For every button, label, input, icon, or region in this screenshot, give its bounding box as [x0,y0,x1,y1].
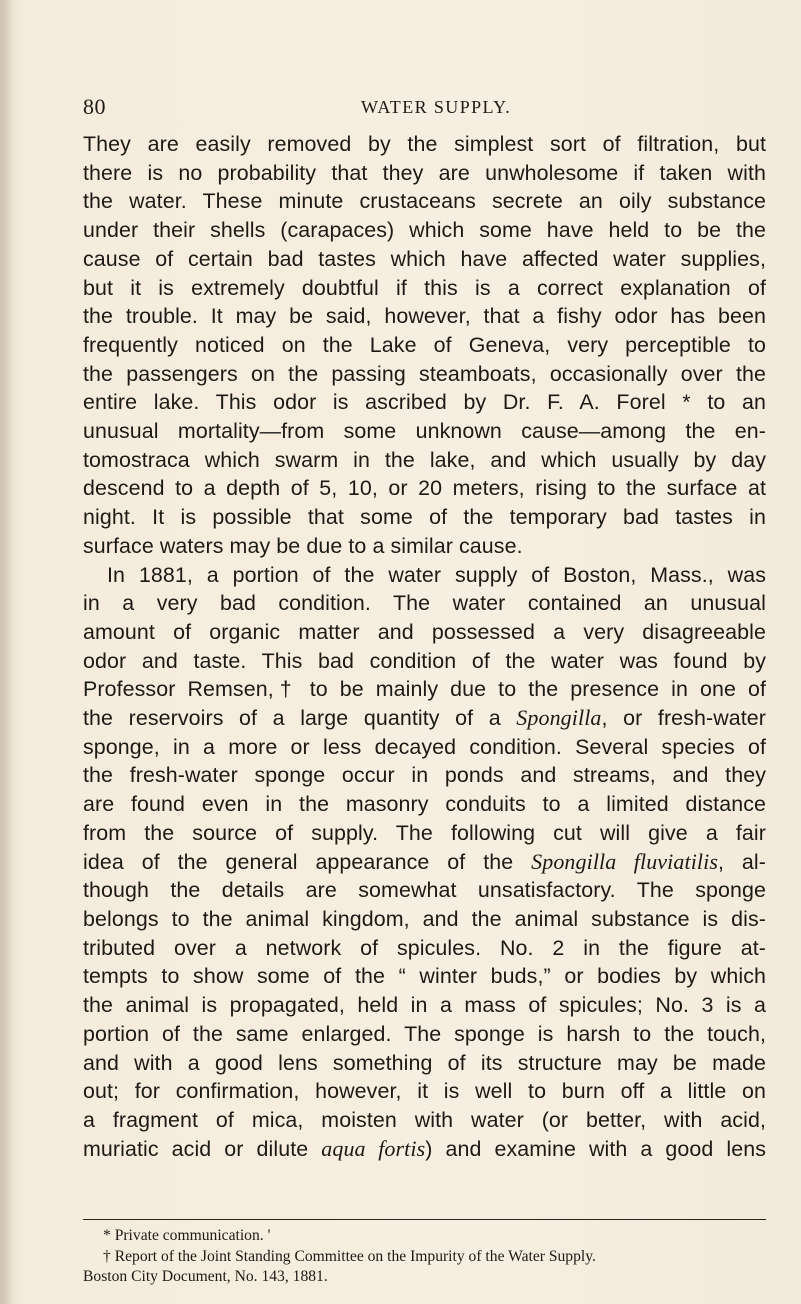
footnote-rule [83,1219,766,1220]
text-line: the trouble. It may be said, however, that a fishy odor has been [83,304,766,329]
text-line: the fresh-water sponge occur in ponds and streams, and they [83,763,766,788]
text-line: sponge, in a more or less decayed condition. Several species of [83,734,766,759]
footnote-dagger-continuation: Boston City Document, No. 143, 1881. [83,1268,328,1285]
text-segment: , al- [718,849,766,874]
page-number: 80 [83,94,106,119]
text-line: are found even in the masonry conduits to a limited distance [83,792,766,817]
text-line [83,1135,766,1164]
text-line: out; for confirmation, however, it is well to burn off a little on [83,1079,766,1104]
text-line: frequently noticed on the Lake of Geneva, very perceptible to [83,332,766,357]
text-line: but it is extremely doubtful if this is a correct explanation of [83,275,766,300]
text-segment: idea of the general appearance of the [83,849,514,874]
text-segment: , or fresh-water [601,706,766,731]
text-line: odor and taste. This bad condition of the water was found by [83,648,766,673]
italic-term: aqua fortis [321,1135,426,1161]
text-line: from the source of supply. The following cut will give a fair [83,820,766,845]
body-text [83,130,766,1163]
text-line: a fragment of mica, moisten with water (or better, with acid, [83,1107,766,1132]
text-line: tomostraca which swarm in the lake, and which usually by day [83,447,766,472]
text-line: cause of certain bad tastes which have affected water supplies, [83,246,766,271]
italic-term: Spongilla fluviatilis [531,848,718,874]
text-line: the animal is propagated, held in a mass of spicules; No. 3 is a [83,993,766,1018]
text-line: descend to a depth of 5, 10, or 20 meters, rising to the surface at [83,476,766,501]
text-line: surface waters may be due to a similar cause. [83,533,523,558]
text-line: the passengers on the passing steamboats, occasionally over the [83,361,766,386]
footnotes [83,1226,766,1288]
text-line: Professor Remsen,† to be mainly due to the presence in one of [83,677,766,702]
page-binding-shadow [0,0,14,1304]
text-line: amount of organic matter and possessed a very disagreeable [83,619,766,644]
text-line: and with a good lens something of its structure may be made [83,1050,766,1075]
text-line: though the details are somewhat unsatisfactory. The sponge [83,878,766,903]
text-segment: the reservoirs of a large quantity of a [83,706,501,731]
italic-term: Spongilla [516,705,602,731]
text-line: They are easily removed by the simplest sort of filtration, but [83,132,766,156]
text-line [83,704,766,733]
text-line: portion of the same enlarged. The sponge is harsh to the touch, [83,1021,766,1046]
running-head: WATER SUPPLY. [361,97,512,117]
footnote-dagger: † Report of the Joint Standing Committee on the Impurity of the Water Supply. [103,1247,596,1265]
text-line: under their shells (carapaces) which some have held to be the [83,218,766,243]
text-line: the water. These minute crustaceans secrete an oily substance [83,189,766,214]
text-line: tributed over a network of spicules. No. 2 in the figure at- [83,935,766,960]
text-line: entire lake. This odor is ascribed by Dr. F. A. Forel * to an [83,390,766,415]
text-segment: ) and examine with a good lens [425,1136,767,1161]
page-header [0,94,801,126]
text-line: belongs to the animal kingdom, and the animal substance is dis- [83,906,766,931]
text-line: unusual mortality—from some unknown cause—among the en- [83,419,766,444]
text-line: In 1881, a portion of the water supply of Boston, Mass., was [107,562,766,587]
text-segment: muriatic acid or dilute [83,1136,309,1161]
footnote-star: * Private communication. ' [103,1227,271,1244]
text-line: there is no probability that they are unwholesome if taken with [83,160,766,185]
text-line: tempts to show some of the “ winter buds,” or bodies by which [83,964,766,989]
text-line: in a very bad condition. The water contained an unusual [83,591,766,616]
text-line [83,848,766,877]
text-line: night. It is possible that some of the temporary bad tastes in [83,505,766,530]
